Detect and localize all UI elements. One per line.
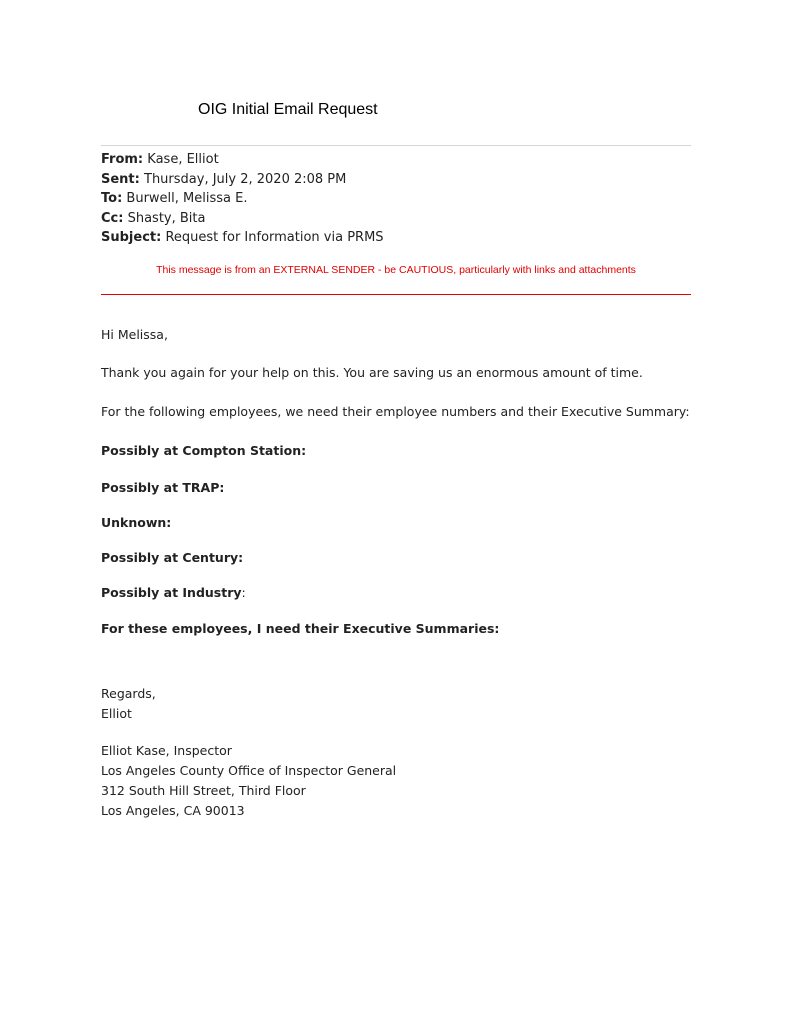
greeting: Hi Melissa, — [101, 327, 168, 342]
sent-row — [101, 170, 384, 190]
unknown-heading: Unknown: — [101, 515, 172, 530]
signature-city: Los Angeles, CA 90013 — [101, 803, 245, 818]
compton-heading: Possibly at Compton Station: — [101, 443, 307, 458]
century-heading: Possibly at Century: — [101, 550, 244, 565]
to-row — [101, 189, 384, 209]
cc-value: Shasty, Bita — [127, 210, 206, 226]
industry-label: Possibly at Industry — [101, 585, 242, 600]
cc-label: Cc: — [101, 210, 124, 226]
signature-block — [101, 741, 396, 821]
request-paragraph: For the following employees, we need their employee numbers and their Executive Summary: — [101, 404, 690, 419]
subject-label: Subject: — [101, 230, 162, 245]
sent-label: Sent: — [101, 171, 140, 187]
from-row — [101, 150, 384, 170]
to-value: Burwell, Melissa E. — [126, 191, 248, 206]
thanks-paragraph: Thank you again for your help on this. You are saving us an enormous amount of time. — [101, 365, 643, 380]
cc-row — [101, 209, 384, 229]
header-divider — [101, 145, 691, 146]
industry-colon: : — [241, 585, 246, 600]
closing-regards: Regards, — [101, 686, 156, 701]
closing-name: Elliot — [101, 706, 132, 721]
signature-street: 312 South Hill Street, Third Floor — [101, 783, 306, 798]
trap-heading: Possibly at TRAP: — [101, 480, 225, 495]
from-value: Kase, Elliot — [147, 152, 219, 167]
subject-value: Request for Information via PRMS — [165, 230, 384, 245]
subject-row — [101, 228, 384, 248]
to-label: To: — [101, 191, 123, 206]
warning-divider — [101, 294, 691, 295]
summaries-heading: For these employees, I need their Executive Summaries: — [101, 621, 500, 636]
email-header — [101, 150, 384, 248]
from-label: From: — [101, 152, 144, 167]
industry-heading — [101, 585, 246, 600]
signature-office: Los Angeles County Office of Inspector General — [101, 763, 397, 778]
closing — [101, 684, 156, 724]
signature-name-title: Elliot Kase, Inspector — [101, 743, 232, 758]
document-title: OIG Initial Email Request — [198, 101, 378, 118]
external-sender-warning: This message is from an EXTERNAL SENDER - be CAUTIOUS, particularly with links and attachments — [156, 264, 636, 276]
sent-value: Thursday, July 2, 2020 2:08 PM — [144, 171, 347, 187]
